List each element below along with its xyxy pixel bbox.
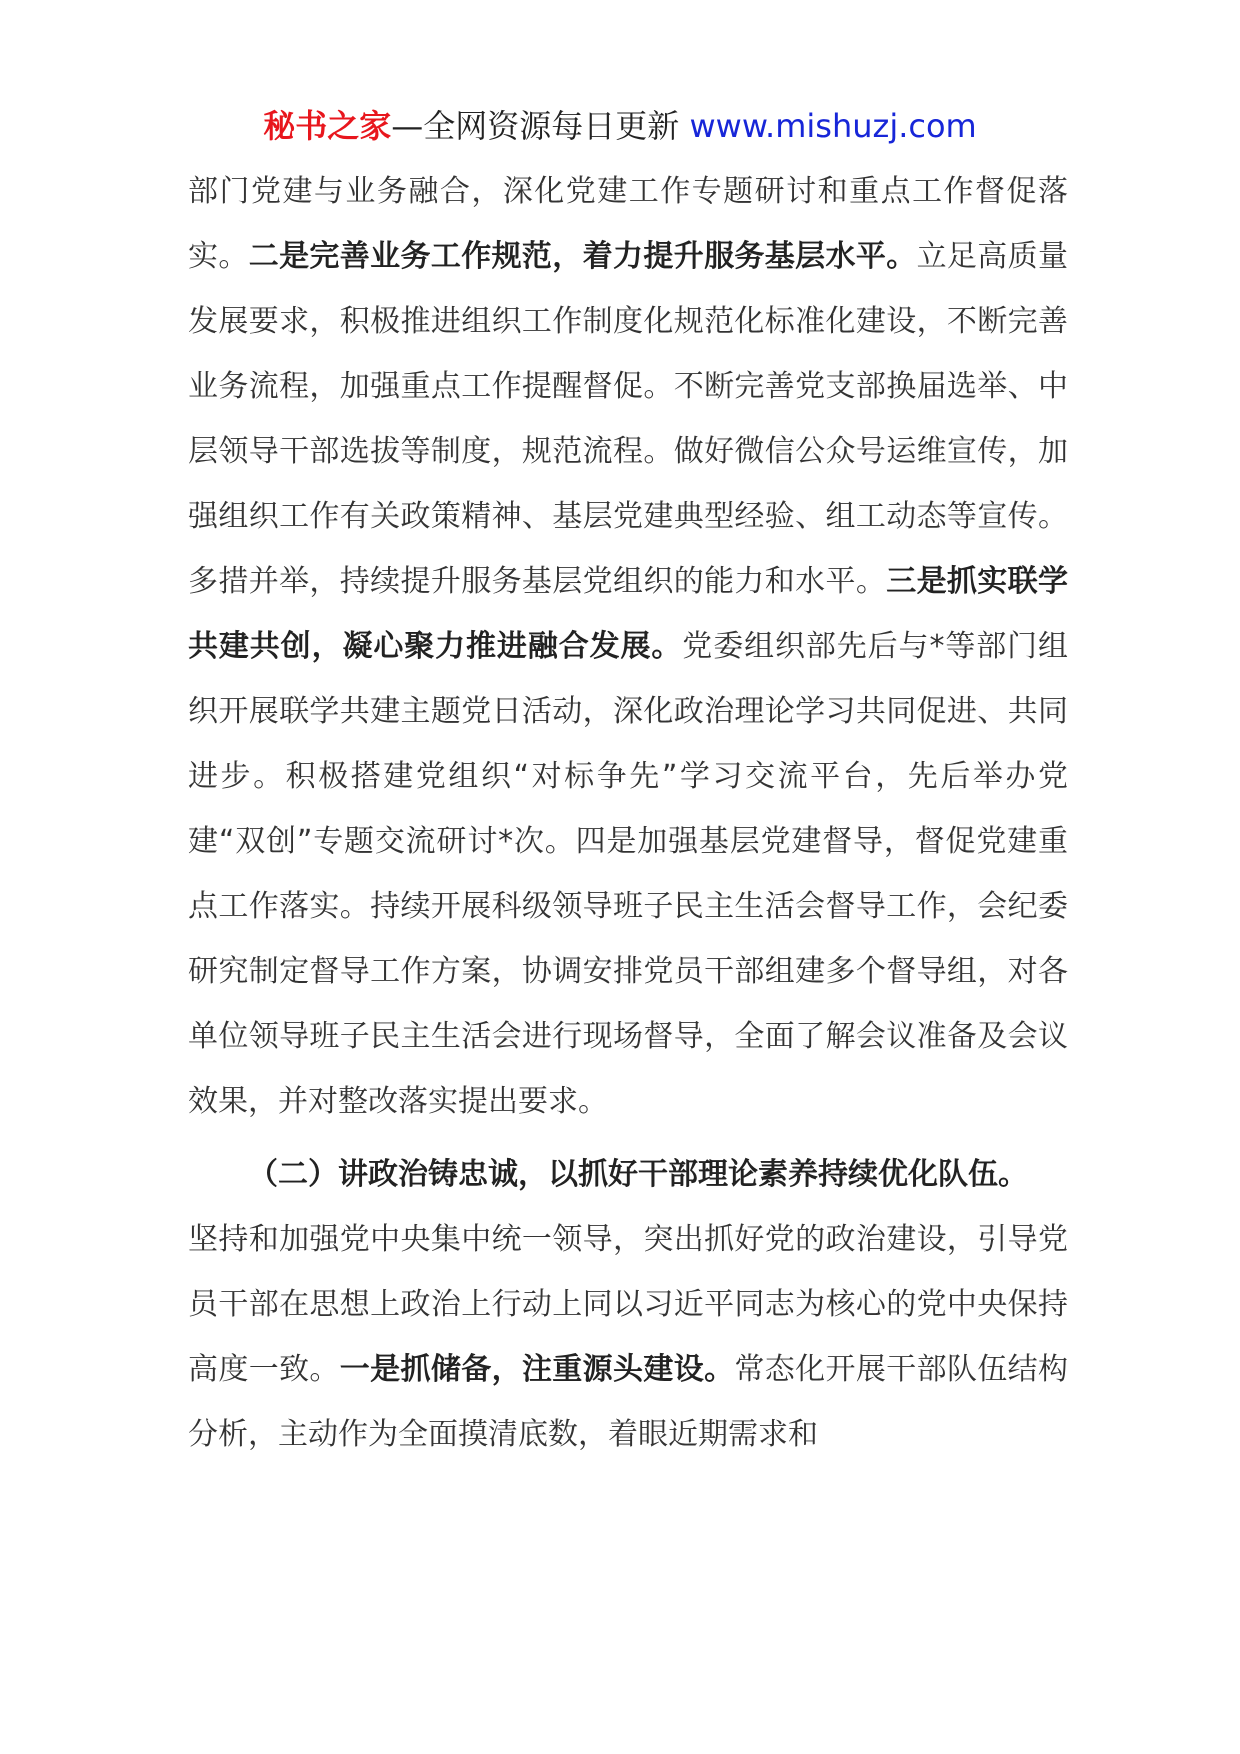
site-slogan: —全网资源每日更新 (391, 107, 690, 145)
brand-name: 秘书之家 (263, 107, 392, 145)
paragraph-2-bold-1: 一是抓储备，注重源头建设。 (339, 1352, 735, 1387)
site-header (0, 98, 1240, 154)
paragraph-1 (188, 159, 1068, 1134)
paragraph-2-text-2: 常态化开展干部队伍结构分析，主动作为全面摸清底数，着眼近期需求和 (188, 1352, 1069, 1452)
site-url-link[interactable]: www.mishuzj.com (689, 107, 977, 145)
paragraph-2 (188, 1142, 1068, 1467)
section-heading: （二）讲政治铸忠诚，以抓好干部理论素养持续优化队伍。 (248, 1157, 1028, 1192)
paragraph-2-text-1: 坚持和加强党中央集中统一领导，突出抓好党的政治建设，引导党员干部在思想上政治上行动上同以习近平同志为核心的党中央保持高度一致。 (188, 1222, 1068, 1387)
paragraph-1-bold-2: 三是抓实联学共建共创，凝心聚力推进融合发展。 (188, 564, 1069, 664)
paragraph-1-text-3: 党委组织部先后与*等部门组织开展联学共建主题党日活动，深化政治理论学习共同促进、共同进步。积极搭建党组织“对标争先”学习交流平台，先后举办党建“双创”专题交流研讨*次。四是加强基层党建督导，督促党建重点工作落实。持续开展科级领导班子民主生活会督导工作，会纪委研究制定督导工作方案，协调安排党员干部组建多个督导组，对各单位领导班子民主生活会进行现场督导，全面了解会议准备及会议效果，并对整改落实提出要求。 (188, 629, 1069, 1119)
document-body (188, 159, 1068, 1467)
paragraph-1-bold-1: 二是完善业务工作规范，着力提升服务基层水平。 (248, 239, 917, 274)
paragraph-1-text-1: 部门党建与业务融合，深化党建工作专题研讨和重点工作督促落实。 (188, 174, 1068, 274)
paragraph-1-text-2: 立足高质量发展要求，积极推进组织工作制度化规范化标准化建设，不断完善业务流程，加强重点工作提醒督促。不断完善党支部换届选举、中层领导干部选拔等制度，规范流程。做好微信公众号运维宣传，加强组织工作有关政策精神、基层党建典型经验、组工动态等宣传。多措并举，持续提升服务基层党组织的能力和水平。 (188, 239, 1069, 599)
